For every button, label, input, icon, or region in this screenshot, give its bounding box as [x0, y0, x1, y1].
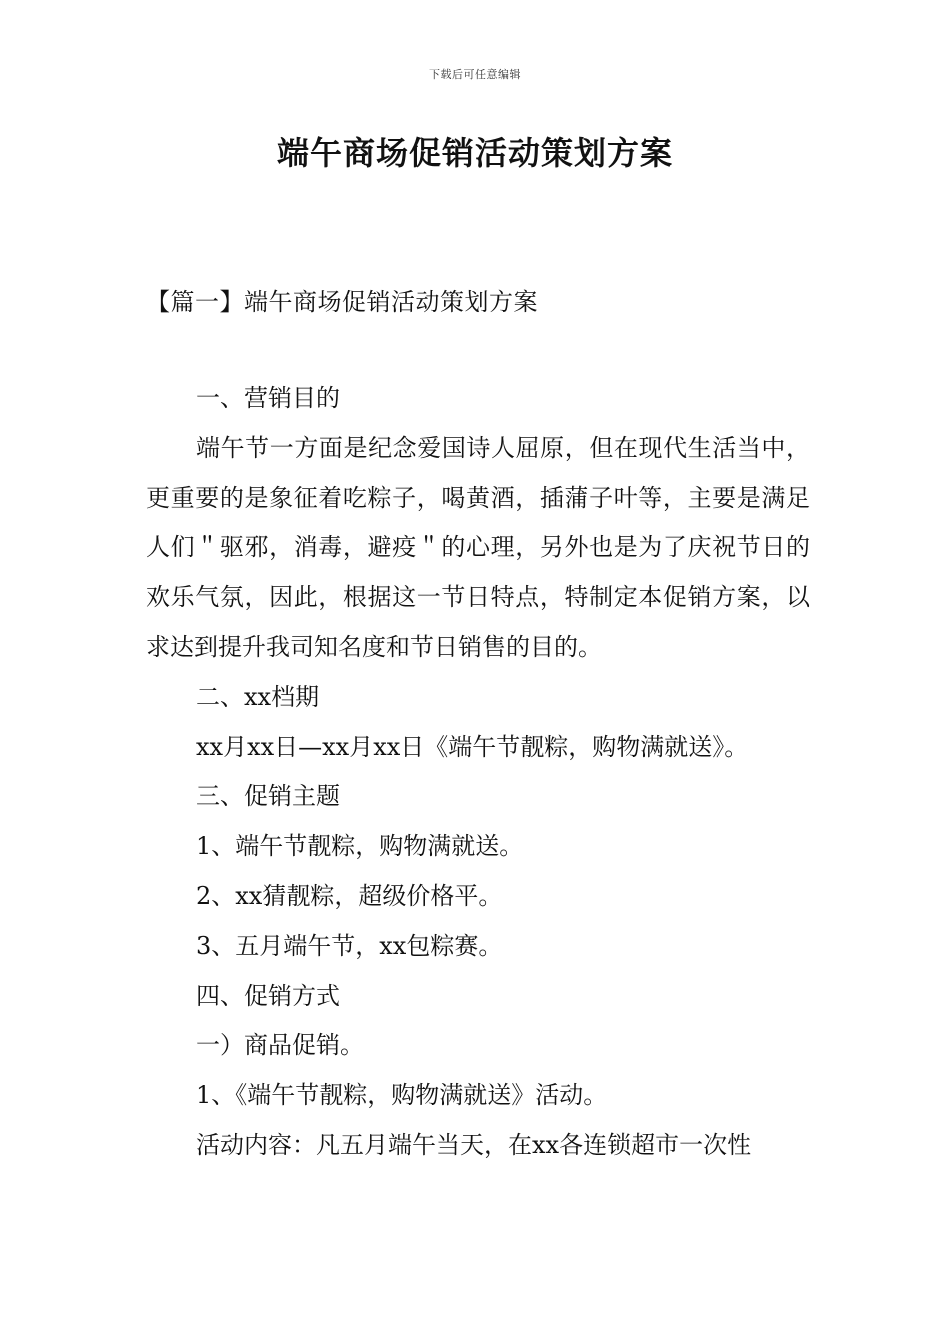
document-body [146, 374, 810, 1171]
heading-promotion-theme: 三、促销主题 [196, 782, 340, 811]
header-note: 下载后可任意编辑 [429, 68, 521, 81]
subheading-product-promotion: 一）商品促销。 [196, 1031, 364, 1060]
heading-schedule: 二、xx档期 [196, 682, 320, 711]
heading-promotion-method: 四、促销方式 [196, 981, 340, 1010]
paragraph-marketing-goal: 端午节一方面是纪念爱国诗人屈原，但在现代生活当中，更重要的是象征着吃粽子，喝黄酒，插蒲子叶等，主要是满足人们＂驱邪，消毒，避疫＂的心理，另外也是为了庆祝节日的欢乐气氛，因此，根据这一节日特点，特制定本促销方案，以求达到提升我司知名度和节日销售的目的。 [146, 433, 810, 661]
section-heading: 【篇一】端午商场促销活动策划方案 [146, 288, 538, 316]
heading-marketing-goal: 一、营销目的 [196, 384, 340, 412]
list-item: 3、五月端午节，xx包粽赛。 [196, 931, 503, 960]
list-item: 1、端午节靓粽，购物满就送。 [196, 832, 524, 861]
list-item: 1、《端午节靓粽，购物满就送》活动。 [196, 1081, 608, 1110]
activity-content: 活动内容：凡五月端午当天，在xx各连锁超市一次性 [196, 1130, 752, 1159]
list-item: 2、xx猜靓粽，超级价格平。 [196, 881, 503, 910]
schedule-text: xx月xx日—xx月xx日《端午节靓粽，购物满就送》。 [196, 732, 749, 761]
document-title: 端午商场促销活动策划方案 [276, 134, 673, 172]
